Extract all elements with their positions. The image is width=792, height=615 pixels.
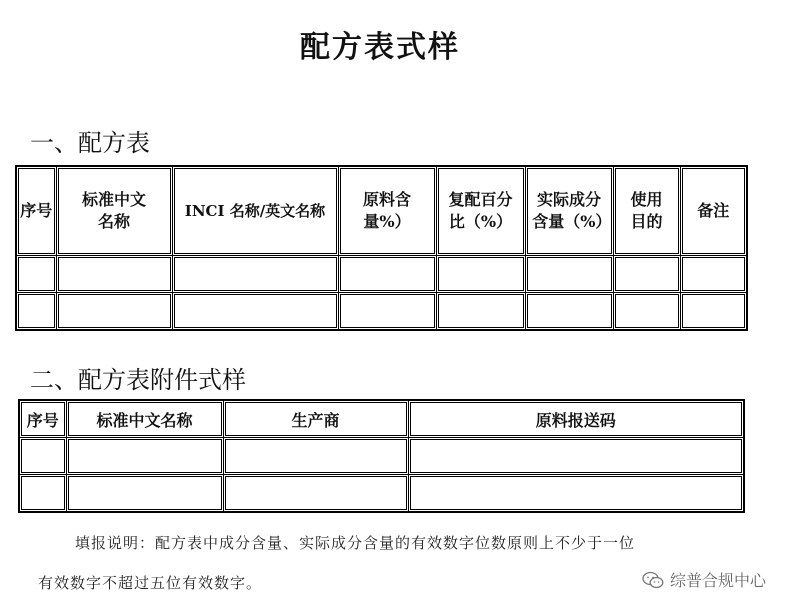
table-row bbox=[19, 438, 744, 475]
table-row bbox=[16, 256, 747, 293]
table-cell[interactable] bbox=[408, 438, 744, 475]
table-cell[interactable] bbox=[223, 438, 408, 475]
table-cell[interactable] bbox=[525, 256, 613, 293]
header-cell: 备注 bbox=[680, 166, 747, 256]
header-cell: 标准中文名称 bbox=[56, 166, 172, 256]
header-cell: 原料报送码 bbox=[408, 400, 744, 438]
table-cell[interactable] bbox=[56, 256, 172, 293]
table-header-row bbox=[19, 400, 744, 438]
table-cell[interactable] bbox=[66, 475, 223, 513]
wechat-icon bbox=[642, 571, 664, 589]
table-cell[interactable] bbox=[408, 475, 744, 513]
table-cell[interactable] bbox=[223, 475, 408, 513]
table-cell[interactable] bbox=[525, 293, 613, 331]
table-header-row bbox=[16, 166, 747, 256]
table-cell[interactable] bbox=[16, 256, 56, 293]
header-cell: INCI 名称/英文名称 bbox=[172, 166, 338, 256]
table-cell[interactable] bbox=[338, 256, 436, 293]
section-heading-formula-table: 一、配方表 bbox=[30, 129, 150, 157]
table-row bbox=[19, 475, 744, 513]
table-cell[interactable] bbox=[680, 293, 747, 331]
table-cell[interactable] bbox=[56, 293, 172, 331]
table-cell[interactable] bbox=[436, 256, 525, 293]
filling-note-line-1: 填报说明：配方表中成分含量、实际成分含量的有效数字位数原则上不少于一位 bbox=[75, 534, 636, 552]
formula-table bbox=[15, 165, 748, 331]
header-cell: 复配百分比（%） bbox=[436, 166, 525, 256]
attachment-table bbox=[18, 399, 745, 513]
table-cell[interactable] bbox=[16, 293, 56, 331]
table-row bbox=[16, 293, 747, 331]
table-cell[interactable] bbox=[172, 293, 338, 331]
header-cell: 标准中文名称 bbox=[66, 400, 223, 438]
table-cell[interactable] bbox=[338, 293, 436, 331]
table-cell[interactable] bbox=[613, 293, 680, 331]
watermark bbox=[642, 568, 766, 591]
header-cell: 生产商 bbox=[223, 400, 408, 438]
table-cell[interactable] bbox=[19, 475, 66, 513]
table-cell[interactable] bbox=[19, 438, 66, 475]
table-cell[interactable] bbox=[613, 256, 680, 293]
header-cell: 原料含量%） bbox=[338, 166, 436, 256]
filling-note-line-2: 有效数字不超过五位有效数字。 bbox=[38, 574, 263, 592]
table-cell[interactable] bbox=[436, 293, 525, 331]
watermark-text: 综普合规中心 bbox=[669, 571, 766, 590]
header-cell: 序号 bbox=[16, 166, 56, 256]
page-title: 配方表式样 bbox=[300, 30, 460, 65]
header-cell: 实际成分含量（%） bbox=[525, 166, 613, 256]
section-heading-attachment-table: 二、配方表附件式样 bbox=[30, 366, 246, 394]
header-cell: 序号 bbox=[19, 400, 66, 438]
table-cell[interactable] bbox=[172, 256, 338, 293]
table-cell[interactable] bbox=[680, 256, 747, 293]
header-cell: 使用目的 bbox=[613, 166, 680, 256]
table-cell[interactable] bbox=[66, 438, 223, 475]
